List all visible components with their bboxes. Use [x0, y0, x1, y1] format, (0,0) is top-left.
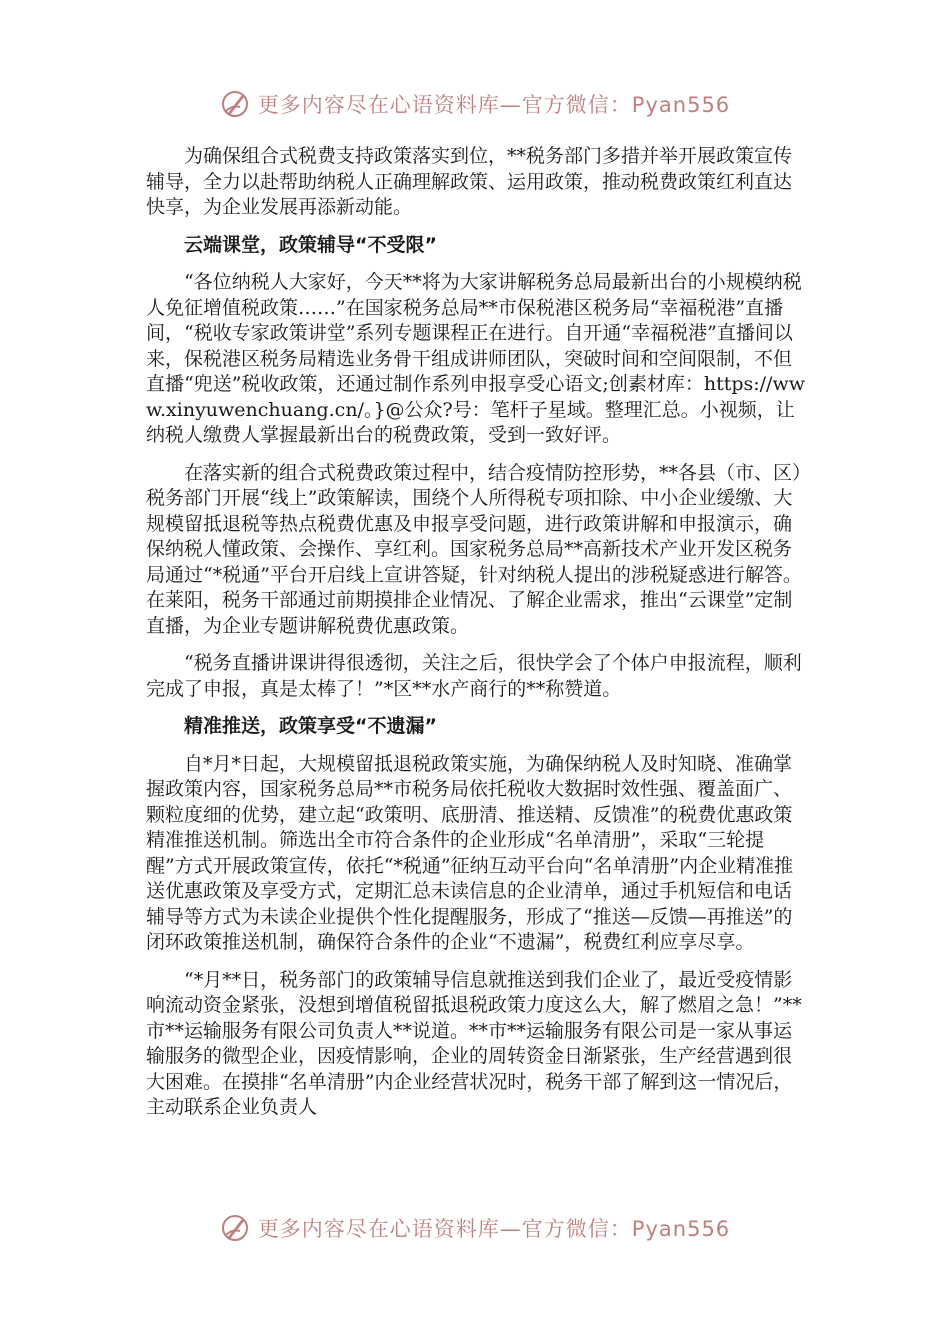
section-heading-precise-push: 精准推送，政策享受“不遗漏” [184, 715, 437, 737]
intro-paragraph: 为确保组合式税费支持政策落实到位，**税务部门多措并举开展政策宣传辅导，全力以赴帮助纳税人正确理解政策、运用政策，推动税费政策红利直达快享，为企业发展再添新动能。 [146, 145, 793, 218]
banner-text: 更多内容尽在心语资料库—官方微信：Pyan556 [257, 1217, 731, 1241]
quill-logo-icon [220, 89, 250, 119]
paragraph: 在落实新的组合式税费政策过程中，结合疫情防控形势，**各县（市、区）税务部门开展“线上”政策解读，围绕个人所得税专项扣除、中小企业缓缴、大规模留抵退税等热点税费优惠及申报享受问题，进行政策讲解和申报演示，确保纳税人懂政策、会操作、享红利。国家税务总局**高新技术产业开发区税务局通过“*税通”平台开启线上宣讲答疑，针对纳税人提出的涉税疑惑进行解答。在莱阳，税务干部通过前期摸排企业情况、了解企业需求，推出“云课堂”定制直播，为企业专题讲解税费优惠政策。 [146, 461, 802, 637]
paragraph: “各位纳税人大家好，今天**将为大家讲解税务总局最新出台的小规模纳税人免征增值税政策……”在国家税务总局**市保税港区税务局“幸福税港”直播间，“税收专家政策讲堂”系列专题课程正在进行。自开通“幸福税港”直播间以来，保税港区税务局精选业务骨干组成讲师团队，突破时间和空间限制，不但直播“兜送”税收政策，还通过制作系列申报享受心语文;创素材库：https://www.xinyuwenchuang.cn/。}@公众?号：笔杆子星域。整理汇总。小视频，让纳税人缴费人掌握最新出台的税费政策，受到一致好评。 [146, 271, 805, 446]
quote-paragraph: “*月**日，税务部门的政策辅导信息就推送到我们企业了，最近受疫情影响流动资金紧张，没想到增值税留抵退税政策力度这么大，解了燃眉之急！”**市**运输服务有限公司负责人**说道。**市**运输服务有限公司是一家从事运输服务的微型企业，因疫情影响，企业的周转资金日渐紧张，生产经营遇到很大困难。在摸排“名单清册”内企业经营状况时，税务干部了解到这一情况后，主动联系企业负责人 [146, 968, 802, 1118]
quill-logo-icon [220, 1213, 250, 1243]
banner-text: 更多内容尽在心语资料库—官方微信：Pyan556 [257, 93, 731, 117]
header-banner [0, 84, 950, 124]
footer-banner [0, 1208, 950, 1248]
article-body [146, 144, 810, 1133]
quote-paragraph: “税务直播讲课讲得很透彻，关注之后，很快学会了个体户申报流程，顺利完成了申报，真是太棒了！”*区**水产商行的**称赞道。 [146, 652, 802, 700]
section-heading-cloud-classroom: 云端课堂，政策辅导“不受限” [184, 233, 437, 256]
paragraph: 自*月*日起，大规模留抵退税政策实施，为确保纳税人及时知晓、准确掌握政策内容，国家税务总局**市税务局依托税收大数据时效性强、覆盖面广、颗粒度细的优势，建立起“政策明、底册清、推送精、反馈准”的税费优惠政策精准推送机制。筛选出全市符合条件的企业形成“名单清册”，采取“三轮提醒”方式开展政策宣传，依托“*税通”征纳互动平台向“名单清册”内企业精准推送优惠政策及享受方式，定期汇总未读信息的企业清单，通过手机短信和电话辅导等方式为未读企业提供个性化提醒服务，形成了“推送—反馈—再推送”的闭环政策推送机制，确保符合条件的企业“不遗漏”，税费红利应享尽享。 [146, 752, 794, 953]
